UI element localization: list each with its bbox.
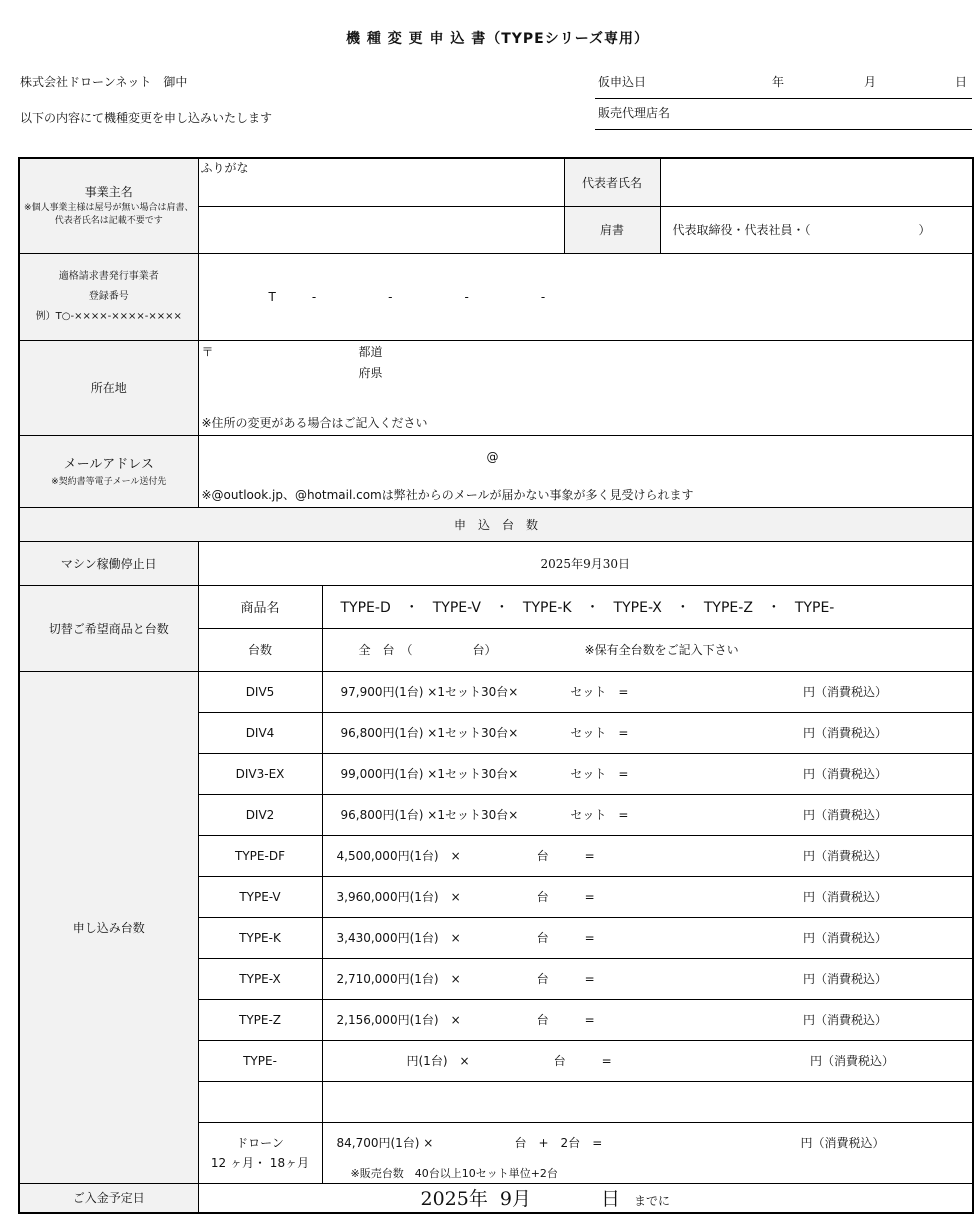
order-yen: 円（消費税込） [810,1054,895,1068]
section-header: 申 込 台 数 [19,507,973,541]
order-yen: 円（消費税込） [803,726,888,740]
application-form [18,157,974,1214]
drone-yen: 円（消費税込） [800,1135,885,1150]
order-price: 3,430,000円(1台) × [336,931,461,945]
order-name: DIV4 [198,712,322,753]
agency-label: 販売代理店名 [598,106,671,120]
payment-field[interactable] [198,1183,973,1213]
title-label: 肩書 [564,206,660,253]
order-yen: 円（消費税込） [803,767,888,781]
rep-name-label: 代表者氏名 [564,158,660,206]
order-price: 4,500,000円(1台) × [336,849,461,863]
title-field[interactable]: 代表取締役・代表社員・（ ） [660,206,973,253]
order-name: TYPE-V [198,876,322,917]
order-yen: 円（消費税込） [803,685,888,699]
order-row[interactable] [322,999,973,1040]
day-label: 日 [955,75,968,89]
drone-note: ※販売台数 40台以上10セット単位+2台 [350,1166,558,1180]
order-yen: 円（消費税込） [803,890,888,904]
order-price: 2,710,000円(1台) × [336,972,461,986]
recipient: 株式会社ドローンネット 御中 [20,75,188,89]
order-price: 97,900円(1台) ×1セット30台× [340,685,519,699]
blank-order-row[interactable] [322,1081,973,1122]
stop-date-value: 2025年9月30日 [198,541,973,585]
payment-suffix: までに [634,1194,671,1209]
order-mid: 台 = [536,849,595,863]
email-warning: ※@outlook.jp、@hotmail.comは弊社からのメールが届かない事象が多く見受けられます [201,487,694,502]
month-label: 月 [864,75,877,89]
postal-mark: 〒 [201,344,214,359]
order-name: TYPE-DF [198,835,322,876]
switch-label: 切替ご希望商品と台数 [19,585,198,671]
rep-name-field[interactable] [660,158,973,206]
order-row[interactable] [322,794,973,835]
order-name: DIV2 [198,794,322,835]
order-name: TYPE-K [198,917,322,958]
order-row[interactable] [322,876,973,917]
count-note: ※保有全台数をご記入下さい [584,643,739,657]
payment-day: 日 [601,1188,621,1211]
order-row[interactable] [322,835,973,876]
stop-date-label: マシン稼働停止日 [19,541,198,585]
drone-mid: 台 + 2台 = [514,1135,603,1150]
order-mid: 台 = [536,890,595,904]
email-label-cell [19,435,198,507]
order-mid: 台 = [553,1054,612,1068]
order-row[interactable] [322,1040,973,1081]
order-price: 円(1台) × [406,1054,470,1068]
at-mark: @ [486,449,499,464]
count-field[interactable] [322,628,973,671]
business-label-cell [19,158,198,253]
order-price: 99,000円(1台) ×1セット30台× [340,767,519,781]
address-label: 所在地 [19,340,198,435]
invoice-label-1: 適格請求書発行事業者 [58,270,159,282]
business-label: 事業主名 [84,185,133,200]
order-yen: 円（消費税込） [803,1013,888,1027]
order-name: TYPE-Z [198,999,322,1040]
order-price: 96,800円(1台) ×1セット30台× [340,726,519,740]
pref-label-1: 都道 [358,344,383,359]
invoice-label-2: 登録番号 [88,290,129,302]
order-row[interactable] [322,753,973,794]
count-value: 全 台 （ 台） [358,643,497,657]
order-name: TYPE-X [198,958,322,999]
order-mid: セット = [570,685,629,699]
order-name: DIV3-EX [198,753,322,794]
order-mid: 台 = [536,931,595,945]
business-name-field[interactable] [198,206,564,253]
email-label: メールアドレス [63,457,154,472]
order-price: 3,960,000円(1台) × [336,890,461,904]
drone-name-cell [198,1122,322,1183]
year-label: 年 [772,75,785,89]
order-mid: セット = [570,767,629,781]
blank-name-cell[interactable] [198,1081,322,1122]
date-underline [595,98,972,99]
order-yen: 円（消費税込） [803,808,888,822]
order-mid: セット = [570,808,629,822]
order-label: 申し込み台数 [19,671,198,1183]
product-options[interactable]: TYPE-D ・ TYPE-V ・ TYPE-K ・ TYPE-X ・ TYPE-Z ・ TYPE- [322,585,973,628]
order-mid: セット = [570,726,629,740]
drone-term: 12 ヶ月・ 18ヶ月 [210,1155,310,1170]
product-name-label: 商品名 [198,585,322,628]
pref-label-2: 府県 [358,365,383,380]
furigana-field[interactable] [198,158,564,206]
address-field[interactable] [198,340,973,435]
order-row[interactable] [322,671,973,712]
agency-underline [595,129,972,130]
order-price: 96,800円(1台) ×1セット30台× [340,808,519,822]
order-yen: 円（消費税込） [803,972,888,986]
order-yen: 円（消費税込） [803,931,888,945]
drone-name: ドローン [236,1135,284,1150]
furigana-label: ふりがな [200,161,249,175]
order-mid: 台 = [536,972,595,986]
order-price: 2,156,000円(1台) × [336,1013,461,1027]
order-row[interactable] [322,958,973,999]
order-name: TYPE- [198,1040,322,1081]
tentative-date-label: 仮申込日 [598,75,647,89]
order-yen: 円（消費税込） [803,849,888,863]
order-row[interactable] [322,917,973,958]
order-name: DIV5 [198,671,322,712]
invoice-number-field[interactable]: T - - - - [198,253,973,340]
drone-order-row[interactable] [322,1122,973,1183]
email-note: ※契約書等電子メール送付先 [51,477,167,487]
email-field[interactable] [198,435,973,507]
count-label: 台数 [198,628,322,671]
invoice-label-cell [19,253,198,340]
intro-text: 以下の内容にて機種変更を申し込みいたします [20,111,273,125]
address-note: ※住所の変更がある場合はご記入ください [201,415,428,430]
drone-price: 84,700円(1台) × [336,1135,434,1150]
order-row[interactable] [322,712,973,753]
business-note: ※個人事業主様は屋号が無い場合は肩書、代表者氏名は記載不要です [23,203,194,227]
payment-value: 2025年 9月 [420,1188,532,1211]
invoice-label-3: 例）T○-××××-××××-×××× [35,310,182,322]
page-title: 機 種 変 更 申 込 書（TYPEシリーズ専用） [345,31,650,47]
payment-label: ご入金予定日 [19,1183,198,1213]
order-mid: 台 = [536,1013,595,1027]
